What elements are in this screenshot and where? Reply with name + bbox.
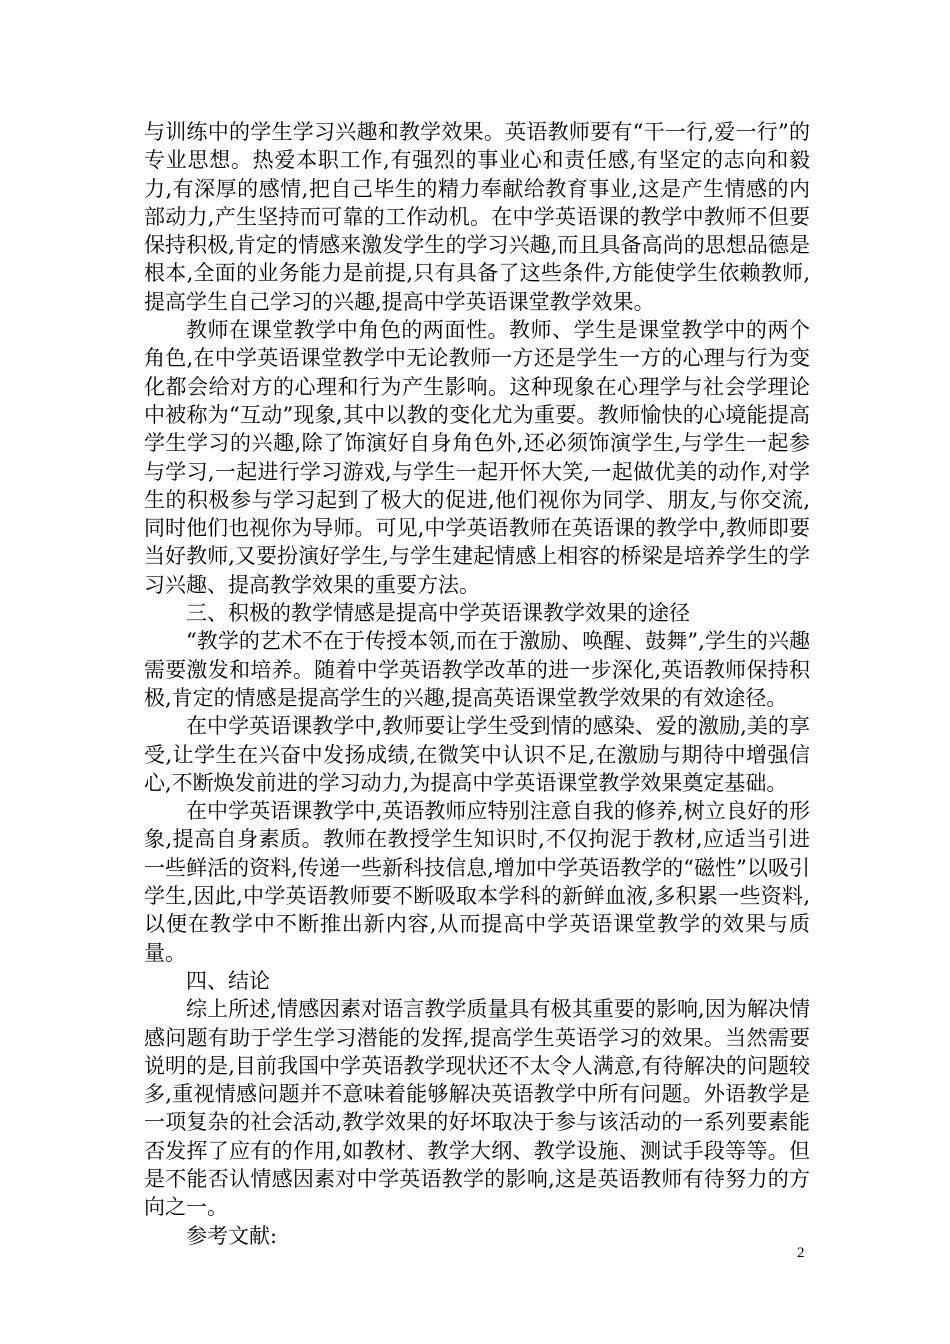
paragraph-teacher-quality: 在中学英语课教学中,英语教师应特别注意自我的修养,树立良好的形象,提高自身素质。教师在教授学生知识时,不仅拘泥于教材,应适当引进一些鲜活的资料,传递一些新科技信息,增加中学英语教学的“磁性”以吸引学生,因此,中学英语教师要不断吸取本学科的新鲜血液,多积累一些资料,以便在教学中不断推出新内容,从而提高中学英语课堂教学的效果与质量。 bbox=[144, 799, 810, 965]
section-heading-4: 四、结论 bbox=[186, 968, 270, 993]
paragraph-student-motivation: 在中学英语课教学中,教师要让学生受到情的感染、爱的激励,美的享受,让学生在兴奋中发扬成绩,在微笑中认识不足,在激励与期待中增强信心,不断焕发前进的学习动力,为提高中学英语课堂教学效果奠定基础。 bbox=[144, 714, 810, 795]
references-heading: 参考文献: bbox=[186, 1223, 278, 1248]
paragraph-teacher-role: 教师在课堂教学中角色的两面性。教师、学生是课堂教学中的两个角色,在中学英语课堂教学中无论教师一方还是学生一方的心理与行为变化都会给对方的心理和行为产生影响。这种现象在心理学与社会学理论中被称为“互动”现象,其中以教的变化尤为重要。教师愉快的心境能提高学生学习的兴趣,除了饰演好自身角色外,还必须饰演学生,与学生一起参与学习,一起进行学习游戏,与学生一起开怀大笑,一起做优美的动作,对学生的积极参与学习起到了极大的促进,他们视你为同学、朋友,与你交流,同时他们也视你为导师。可见,中学英语教师在英语课的教学中,教师即要当好教师,又要扮演好学生,与学生建起情感上相容的桥梁是培养学生的学习兴趣、提高教学效果的重要方法。 bbox=[144, 318, 810, 597]
page-number: 2 bbox=[797, 1245, 805, 1261]
section-heading-3: 三、积极的教学情感是提高中学英语课教学效果的途径 bbox=[186, 601, 690, 626]
paragraph-continuation: 与训练中的学生学习兴趣和教学效果。英语教师要有“干一行,爱一行”的专业思想。热爱本职工作,有强烈的事业心和责任感,有坚定的志向和毅力,有深厚的感情,把自己毕生的精力奉献给教育事业,这是产生情感的内部动力,产生坚持而可靠的工作动机。在中学英语课的教学中教师不但要保持积极,肯定的情感来激发学生的学习兴趣,而且具备高尚的思想品德是根本,全面的业务能力是前提,只有具备了这些条件,方能使学生依赖教师,提高学生自己学习的兴趣,提高中学英语课堂教学效果。 bbox=[144, 120, 810, 314]
paragraph-conclusion: 综上所述,情感因素对语言教学质量具有极其重要的影响,因为解决情感问题有助于学生学习潜能的发挥,提高学生英语学习的效果。当然需要说明的是,目前我国中学英语教学现状还不太令人满意,有待解决的问题较多,重视情感问题并不意味着能够解决英语教学中所有问题。外语教学是一项复杂的社会活动,教学效果的好坏取决于参与该活动的一系列要素能否发挥了应有的作用,如教材、教学大纲、教学设施、测试手段等等。但是不能否认情感因素对中学英语教学的影响,这是英语教师有待努力的方向之一。 bbox=[144, 997, 810, 1220]
paragraph-teaching-art: “教学的艺术不在于传授本领,而在于激励、唤醒、鼓舞”,学生的兴趣需要激发和培养。随着中学英语教学改革的进一步深化,英语教师保持积极,肯定的情感是提高学生的兴趣,提高英语课堂教学效果的有效途径。 bbox=[144, 629, 810, 710]
document-body bbox=[144, 118, 810, 1250]
